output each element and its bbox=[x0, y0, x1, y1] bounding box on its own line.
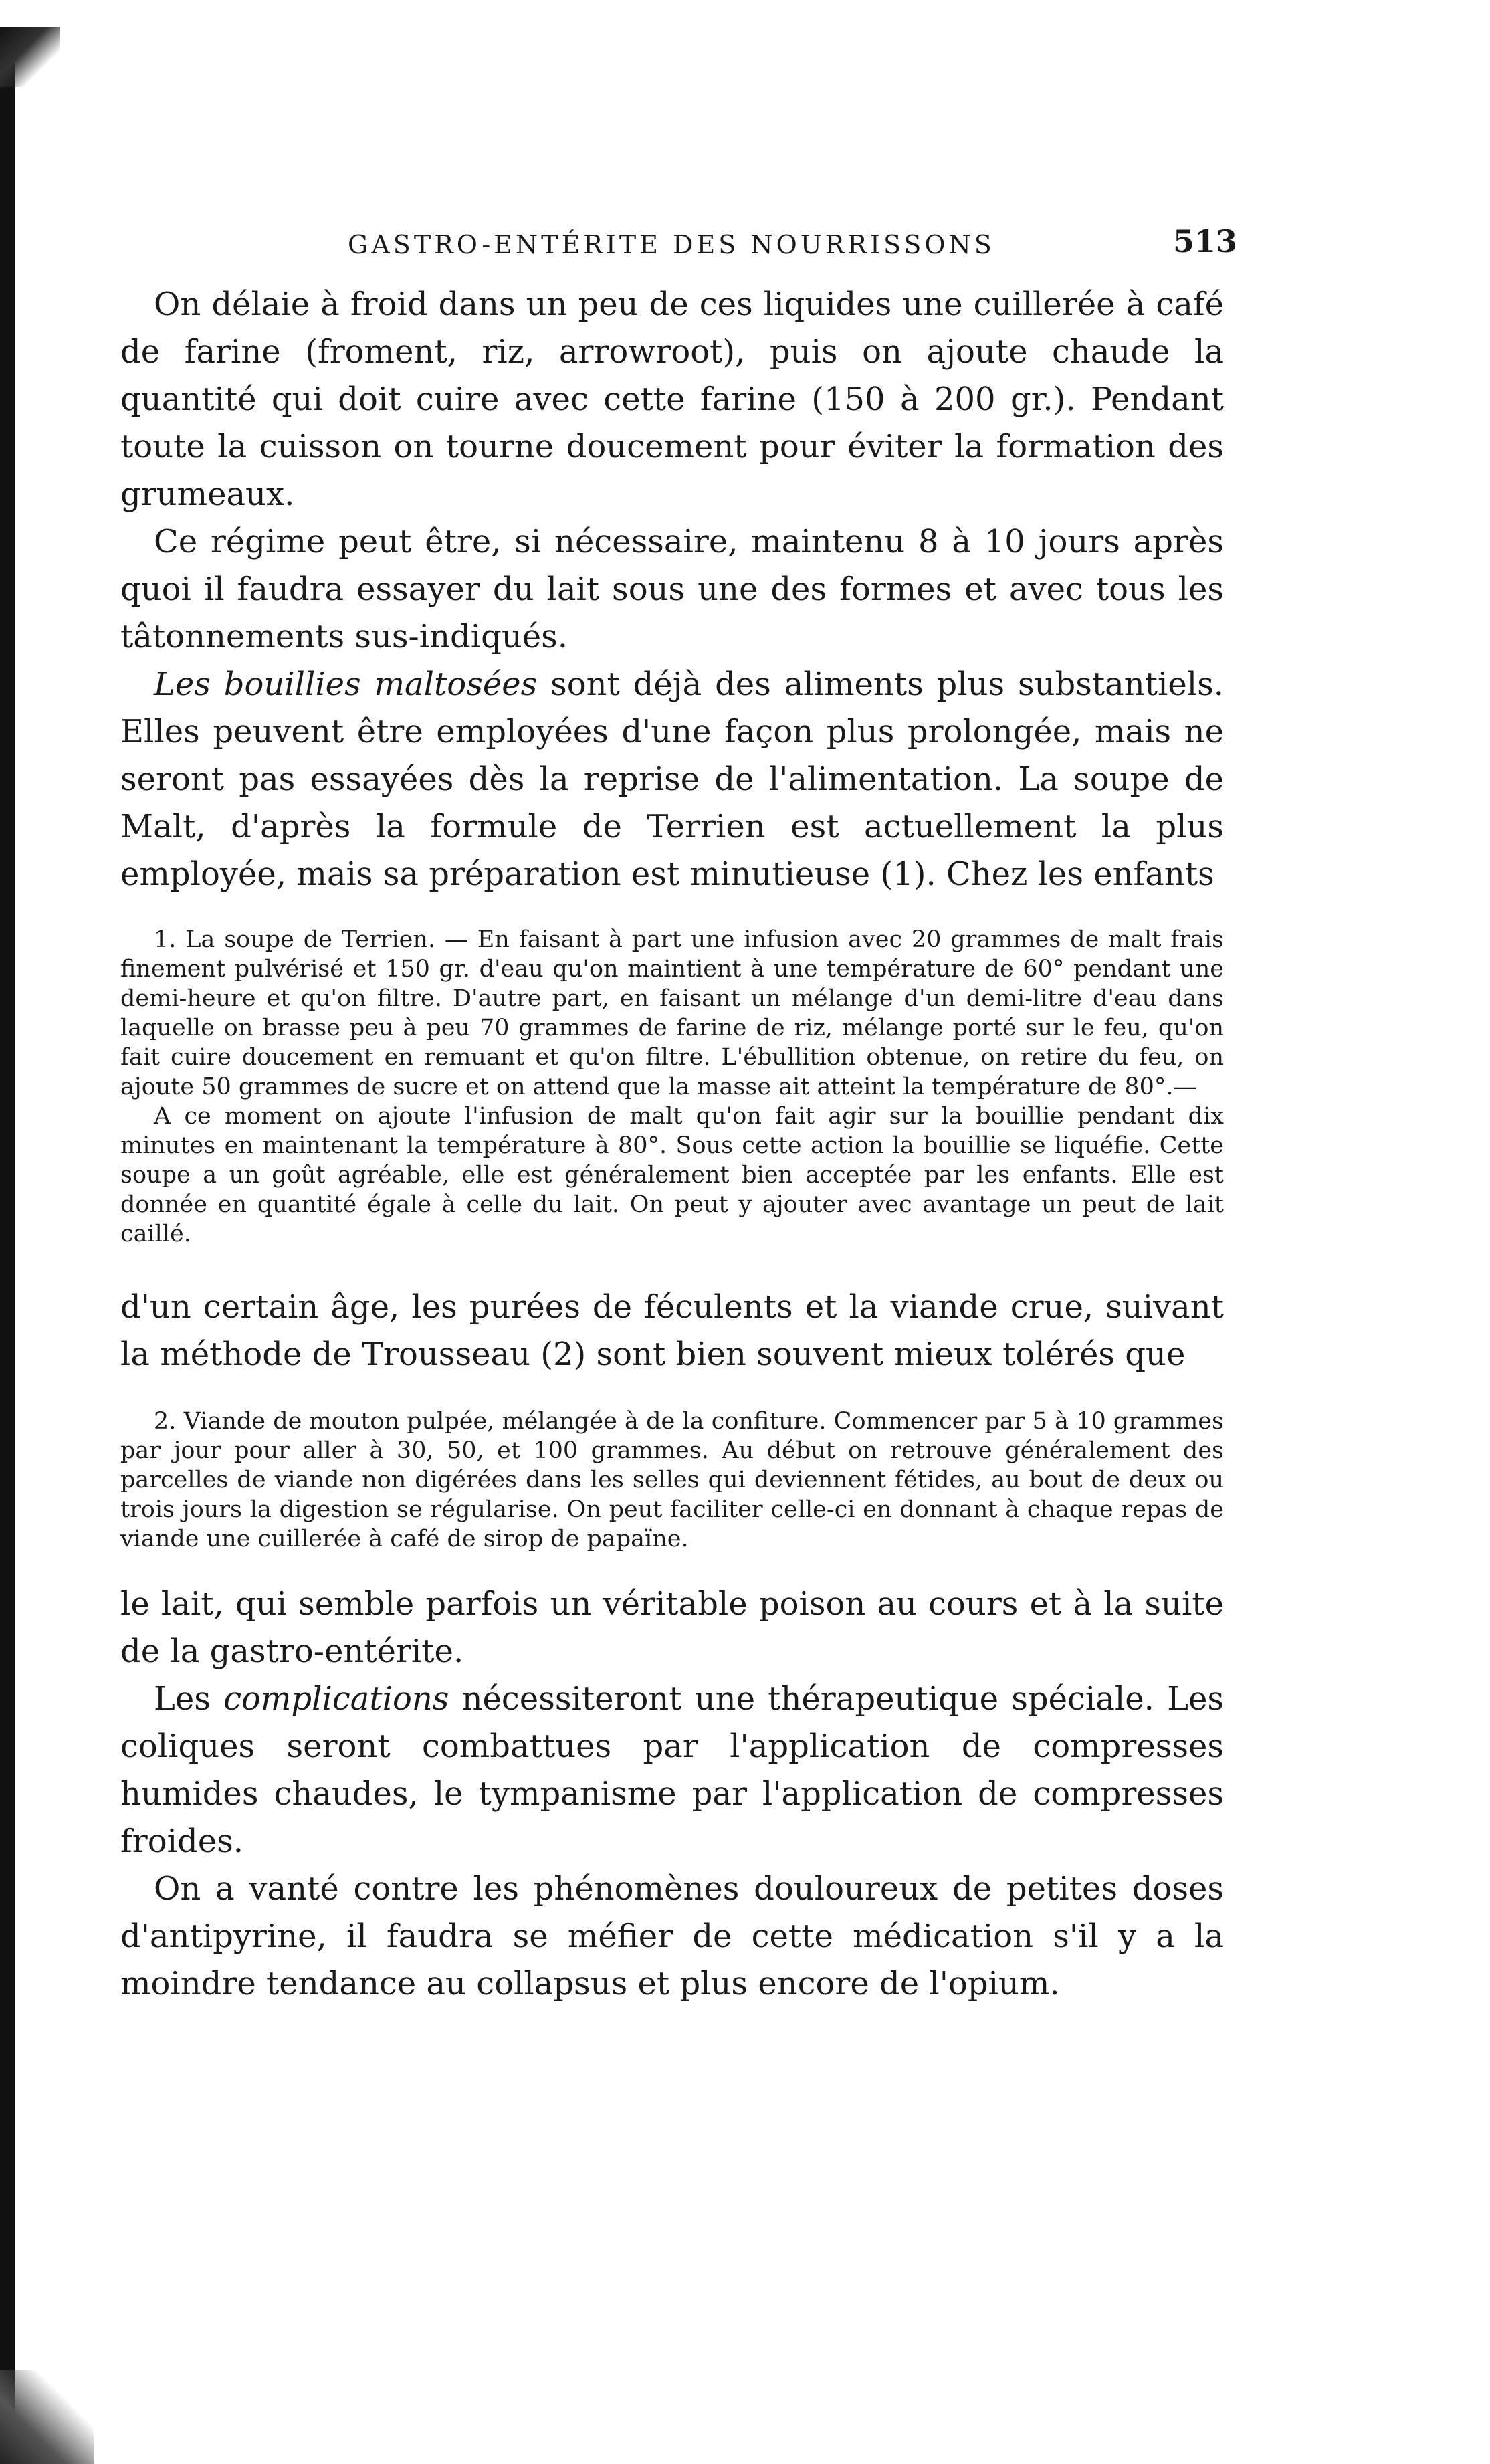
page-number: 513 bbox=[1172, 223, 1237, 260]
book-spine-shadow bbox=[0, 27, 15, 2461]
term-complications: complications bbox=[223, 1680, 449, 1718]
paragraph-6 bbox=[120, 1675, 1224, 1865]
footnote-1-continuation: A ce moment on ajoute l'infusion de malt qu'on fait agir sur la bouillie pendant dix minutes en maintenant la température à 80°. Sous cette action la bouillie se liquéfie. Cette soupe a un goût agréable, elle est généralement bien acceptée par les enfants. Elle est donnée en quantité égale à celle du lait. On peut y ajouter avec avantage un peut de lait caillé. bbox=[120, 1103, 1224, 1247]
running-head: GASTRO-ENTÉRITE DES NOURRISSONS bbox=[348, 230, 995, 260]
footnote-1-text: 1. La soupe de Terrien. — En faisant à part une infusion avec 20 grammes de malt frais finement pulvérisé et 150 gr. d'eau qu'on maintient à une température de 60° pendant une demi-heure et qu'on filtre. D'autre part, en faisant un mélange d'un demi-litre d'eau dans laquelle on brasse peu à peu 70 grammes de farine de riz, mélange porté sur le feu, qu'on fait cuire doucement en remuant et qu'on filtre. L'ébullition obtenue, on retire du feu, on ajoute 50 grammes de sucre et on attend que la masse ait atteint la température de 80°.— bbox=[120, 926, 1224, 1100]
footnote-2 bbox=[120, 1407, 1224, 1554]
scan-corner-bottom bbox=[0, 2370, 94, 2464]
paragraph-3 bbox=[120, 661, 1224, 898]
term-bouillies-maltosees: Les bouillies maltosées bbox=[154, 665, 538, 703]
scan-corner-top bbox=[0, 27, 60, 87]
paragraph-5: le lait, qui semble parfois un véritable poison au cours et à la suite de la gastro-entérite. bbox=[120, 1585, 1224, 1670]
paragraph-1: On délaie à froid dans un peu de ces liquides une cuillerée à café de farine (froment, riz, arrowroot), puis on ajoute chaude la quantité qui doit cuire avec cette farine (150 à 200 gr.). Pendant toute la cuisson on tourne doucement pour éviter la formation des grumeaux. bbox=[120, 286, 1224, 513]
paragraph-4: d'un certain âge, les purées de féculents et la viande crue, suivant la méthode de Trousseau (2) sont bien souvent mieux tolérés que bbox=[120, 1288, 1224, 1373]
footnote-2-text: 2. Viande de mouton pulpée, mélangée à de la confiture. Commencer par 5 à 10 grammes par jour pour aller à 30, 50, et 100 grammes. Au début on retrouve généralement des parcelles de viande non digérées dans les selles qui deviennent fétides, au bout de deux ou trois jours la digestion se régularise. On peut faciliter celle-ci en donnant à chaque repas de viande une cuillerée à café de sirop de papaïne. bbox=[120, 1408, 1224, 1552]
paragraph-3-text: sont déjà des aliments plus substantiels. Elles peuvent être employées d'une façon plus prolongée, mais ne seront pas essayées dès la reprise de l'alimentation. La soupe de Malt, d'après la formule de Terrien est actuellement la plus employée, mais sa préparation est minutieuse (1). Chez les enfants bbox=[120, 665, 1224, 893]
page bbox=[120, 221, 1237, 2008]
paragraph-7: On a vanté contre les phénomènes douloureux de petites doses d'antipyrine, il faudra se méfier de cette médication s'il y a la moindre tendance au collapsus et plus encore de l'opium. bbox=[120, 1870, 1224, 2003]
paragraph-6-text: nécessiteront une thérapeutique spéciale. Les coliques seront combattues par l'application de compresses humides chaudes, le tympanisme par l'application de compresses froides. bbox=[120, 1680, 1225, 1860]
paragraph-6-start: Les bbox=[154, 1680, 224, 1718]
page-header bbox=[120, 221, 1237, 281]
footnote-1 bbox=[120, 925, 1224, 1249]
paragraph-2: Ce régime peut être, si nécessaire, maintenu 8 à 10 jours après quoi il faudra essayer du lait sous une des formes et avec tous les tâtonnements sus-indiqués. bbox=[120, 523, 1224, 655]
